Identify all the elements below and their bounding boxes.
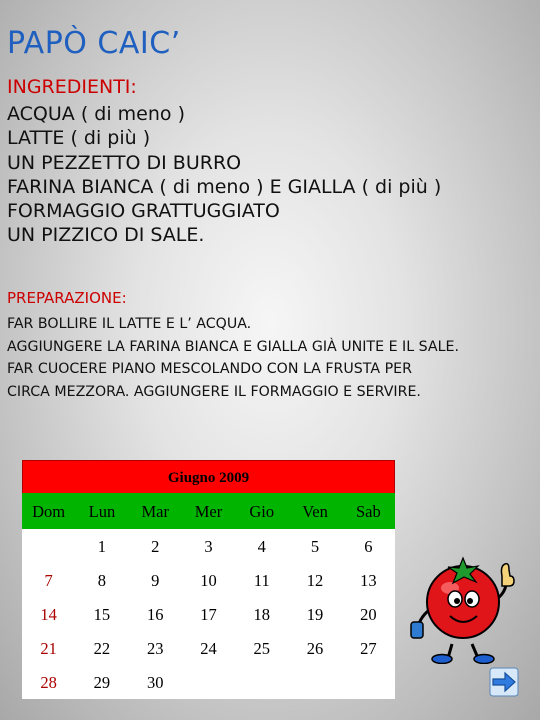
calendar-day: 23 xyxy=(146,639,164,658)
calendar-week xyxy=(22,529,395,563)
calendar xyxy=(22,460,395,694)
calendar-day: 10 xyxy=(200,571,217,590)
preparation-line: CIRCA MEZZORA. AGGIUNGERE IL FORMAGGIO E SERVIRE. xyxy=(7,384,421,401)
preparation-text xyxy=(7,313,459,404)
calendar-week xyxy=(22,631,395,665)
calendar-day: 13 xyxy=(360,571,377,590)
calendar-day: 12 xyxy=(306,571,324,590)
weekday-label: Mar xyxy=(141,502,169,521)
page-title: PAPÒ CAIC’ xyxy=(7,26,181,61)
calendar-day: 19 xyxy=(306,605,324,624)
weekday-label: Sab xyxy=(355,502,381,521)
calendar-day: 22 xyxy=(93,639,111,658)
calendar-day: 25 xyxy=(253,639,271,658)
ingredients-heading: INGREDIENTI: xyxy=(7,76,137,98)
calendar-day xyxy=(342,665,395,699)
calendar-day: 17 xyxy=(200,605,217,624)
weekday-label: Gio xyxy=(249,502,275,521)
ingredient-item: ACQUA ( di meno ) xyxy=(7,103,185,125)
calendar-day: 7 xyxy=(44,571,53,590)
calendar-day: 6 xyxy=(364,537,373,556)
calendar-day: 4 xyxy=(257,537,266,556)
ingredients-list xyxy=(7,102,441,248)
calendar-day: 20 xyxy=(360,605,377,624)
calendar-day: 2 xyxy=(151,537,160,556)
calendar-day: 8 xyxy=(97,571,107,590)
calendar-day: 28 xyxy=(40,673,57,692)
calendar-day: 27 xyxy=(360,639,377,658)
calendar-title: Giugno 2009 xyxy=(22,460,395,494)
calendar-day: 21 xyxy=(40,639,57,658)
ingredient-item: FARINA BIANCA ( di meno ) E GIALLA ( di più ) xyxy=(7,175,442,198)
ingredient-item: UN PEZZETTO DI BURRO xyxy=(7,151,242,174)
weekday-label: Ven xyxy=(302,502,328,521)
next-arrow-icon[interactable] xyxy=(489,667,519,697)
calendar-day: 16 xyxy=(146,605,164,624)
calendar-day: 3 xyxy=(204,537,213,556)
preparation-line: AGGIUNGERE LA FARINA BIANCA E GIALLA GIÀ UNITE E IL SALE. xyxy=(7,338,459,355)
weekday-label: Dom xyxy=(32,502,66,521)
calendar-day xyxy=(288,665,341,699)
calendar-week xyxy=(22,563,395,597)
calendar-week xyxy=(22,665,395,699)
calendar-day: 24 xyxy=(200,639,217,658)
ingredient-item: UN PIZZICO DI SALE. xyxy=(7,224,205,247)
calendar-weekday-header xyxy=(22,493,395,529)
calendar-day: 29 xyxy=(93,673,111,692)
preparation-heading: PREPARAZIONE: xyxy=(7,289,127,307)
calendar-week xyxy=(22,597,395,631)
preparation-line: FAR CUOCERE PIANO MESCOLANDO CON LA FRUSTA PER xyxy=(7,361,412,378)
calendar-day: 15 xyxy=(93,605,111,624)
weekday-label: Lun xyxy=(88,502,116,521)
ingredient-item: LATTE ( di più ) xyxy=(7,127,151,150)
calendar-day: 26 xyxy=(306,639,324,658)
weekday-label: Mer xyxy=(194,502,223,521)
calendar-day xyxy=(182,665,235,699)
calendar-grid xyxy=(22,529,395,694)
calendar-day xyxy=(22,529,75,563)
calendar-day: 11 xyxy=(253,571,270,590)
tomato-mascot-icon xyxy=(410,546,520,664)
calendar-day: 18 xyxy=(253,605,271,624)
calendar-day: 14 xyxy=(40,605,57,624)
calendar-day: 30 xyxy=(146,673,164,692)
calendar-day: 1 xyxy=(97,537,107,556)
ingredient-item: FORMAGGIO GRATTUGGIATO xyxy=(7,200,280,223)
calendar-day: 9 xyxy=(151,571,160,590)
preparation-line: FAR BOLLIRE IL LATTE E L’ ACQUA. xyxy=(7,316,252,332)
calendar-day: 5 xyxy=(310,537,320,556)
calendar-day xyxy=(235,665,288,699)
